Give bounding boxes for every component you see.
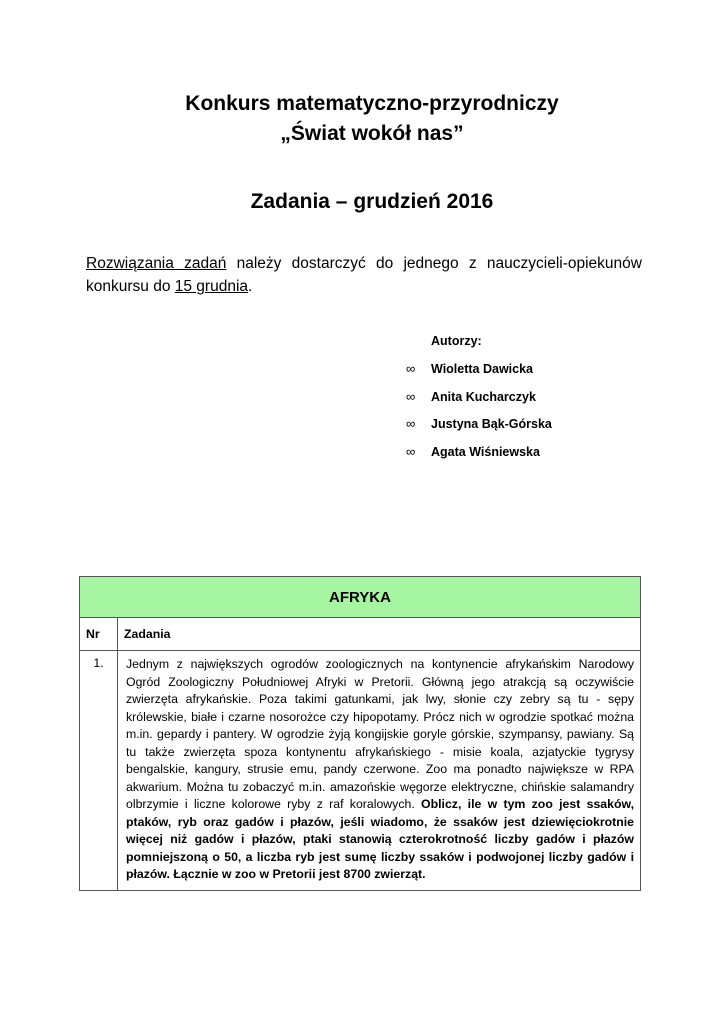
title-line-1: Konkurs matematyczno-przyrodniczy [185,92,559,115]
author-name: Wioletta Dawicka [431,362,534,376]
table-row [80,651,641,891]
author-name: Agata Wiśniewska [431,444,540,459]
task-number: 1. [80,651,118,891]
title-line-2: „Świat wokół nas” [280,122,464,145]
intro-text: należy dostarczyć do jednego z nauczycieli-opiekunów konkursu do [86,255,642,295]
intro-deadline: 15 grudnia [174,278,249,295]
infinity-icon: ∞ [406,443,416,459]
task-text: Jednym z największych ogrodów zoologicznych na kontynencie afrykańskim Narodowy Ogród Zoologiczny Południowej Afryki w Pretorii. Główną jego atrakcją są oczywiście zwierzęta afrykańskie. Poza takimi gatunkami, jak lwy, słonie czy zebry są tu - sępy królewskie, białe i czarne nosorożce czy hipopotamy. Prócz nich w ogrodzie spotkać można m.in. gepardy i pantery. W ogrodzie żyją kongijskie goryle górskie, szympansy, pawiany. Są tu także zwierzęta spoza kontynentu afrykańskiego - misie koala, azjatyckie tygrysy bengalskie, kangury, strusie emu, pandy czerwone. Zoo ma ponadto największe w RPA akwarium. Można tu zobaczyć m.in. amazońskie węgorze elektryczne, chińskie salamandry olbrzymie i liczne kolorowe ryby z raf koralowych. [126,657,634,811]
infinity-icon: ∞ [406,416,416,431]
task-cell [118,651,641,891]
table-header-row [80,618,641,651]
section-header: AFRYKA [80,577,641,618]
author-name: Anita Kucharczyk [431,389,536,404]
col-tasks-header: Zadania [118,618,641,651]
task-question: Oblicz, ile w tym zoo jest ssaków, ptaków, ryb oraz gadów i płazów, jeśli wiadomo, że ssaków jest dziewięciokrotnie więcej niż gadów i płazów, ptaki stanowią czterokrotność liczby gadów i płazów pomniejszoną o 50, a liczba ryb jest sumę liczby ssaków i podwojonej liczby gadów i płazów. Łącznie w zoo w Pretorii jest 8700 zwierząt. [126,797,634,881]
author-name: Justyna Bąk-Górska [431,417,552,431]
author-item [406,415,552,443]
author-item [406,360,552,388]
intro-paragraph [86,252,642,298]
tasks-table [79,576,641,891]
authors-list [406,332,552,470]
authors-heading: Autorzy: [431,334,482,348]
col-nr-header: Nr [80,618,118,651]
intro-underlined-1: Rozwiązania zadań [86,255,227,272]
infinity-icon: ∞ [406,388,416,404]
author-item [406,443,552,471]
infinity-icon: ∞ [406,361,416,376]
subtitle: Zadania – grudzień 2016 [250,190,494,213]
author-item [406,388,552,416]
intro-end: . [248,278,253,295]
